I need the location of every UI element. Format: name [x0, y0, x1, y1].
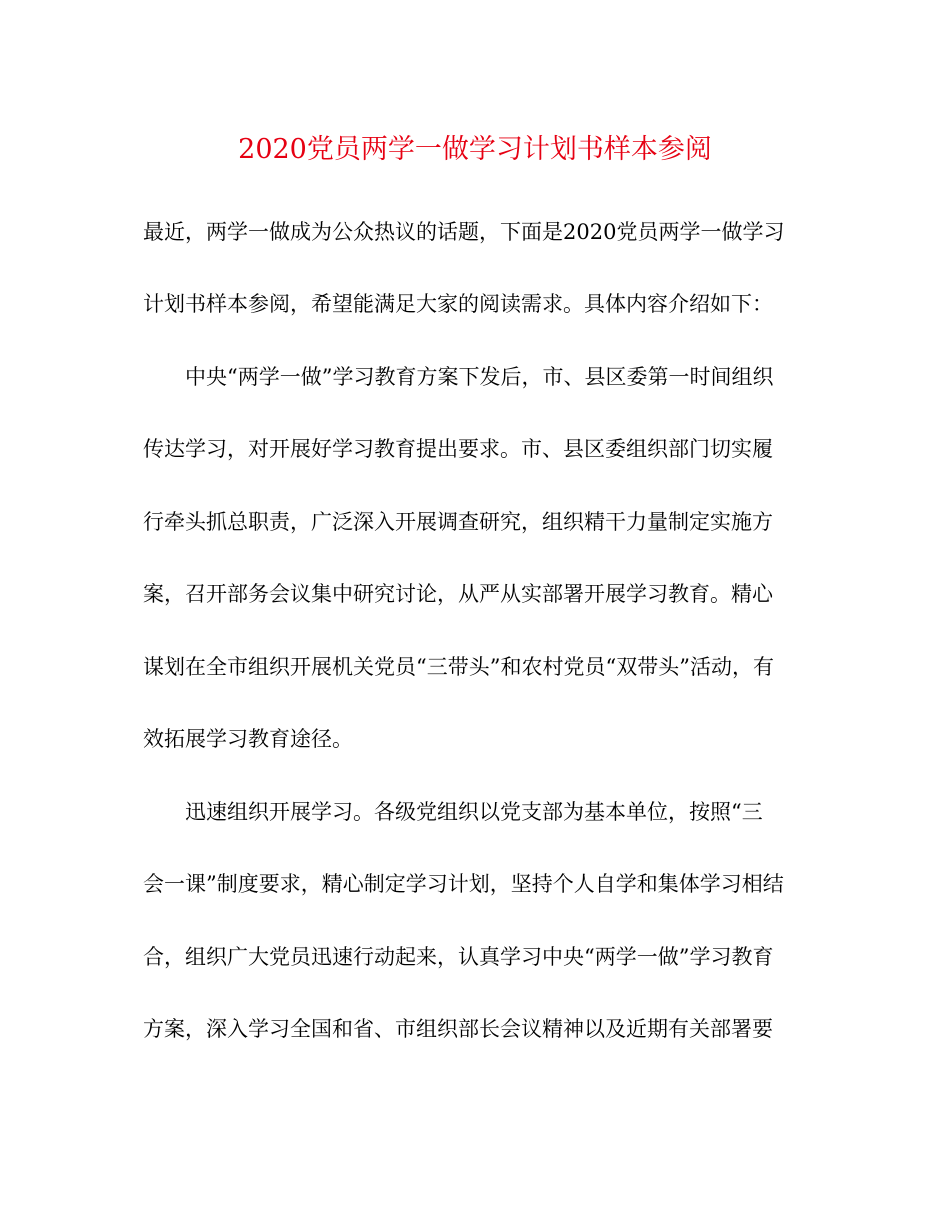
paragraph-line-6: 案，召开部务会议集中研究讨论，从严从实部署开展学习教育。精心 — [143, 582, 773, 606]
document-title: 2020党员两学一做学习计划书样本参阅 — [238, 134, 712, 165]
paragraph-line-1: 最近，两学一做成为公众热议的话题，下面是2020党员两学一做学习 — [143, 220, 785, 244]
paragraph-line-12: 方案，深入学习全国和省、市组织部长会议精神以及近期有关部署要 — [143, 1017, 773, 1041]
paragraph-line-10: 会一课”制度要求，精心制定学习计划，坚持个人自学和集体学习相结 — [143, 872, 784, 896]
paragraph-line-3: 中央“两学一做”学习教育方案下发后，市、县区委第一时间组织 — [185, 365, 774, 389]
paragraph-line-11: 合，组织广大党员迅速行动起来，认真学习中央“两学一做”学习教育 — [143, 945, 774, 969]
paragraph-line-2: 计划书样本参阅，希望能满足大家的阅读需求。具体内容介绍如下： — [143, 292, 773, 316]
paragraph-line-9: 迅速组织开展学习。各级党组织以党支部为基本单位，按照“三 — [185, 800, 763, 824]
paragraph-line-8: 效拓展学习教育途径。 — [143, 727, 353, 751]
paragraph-line-5: 行牵头抓总职责，广泛深入开展调查研究，组织精干力量制定实施方 — [143, 510, 773, 534]
paragraph-line-7: 谋划在全市组织开展机关党员“三带头”和农村党员“双带头”活动，有 — [143, 655, 774, 679]
paragraph-line-4: 传达学习，对开展好学习教育提出要求。市、县区委组织部门切实履 — [143, 437, 773, 461]
